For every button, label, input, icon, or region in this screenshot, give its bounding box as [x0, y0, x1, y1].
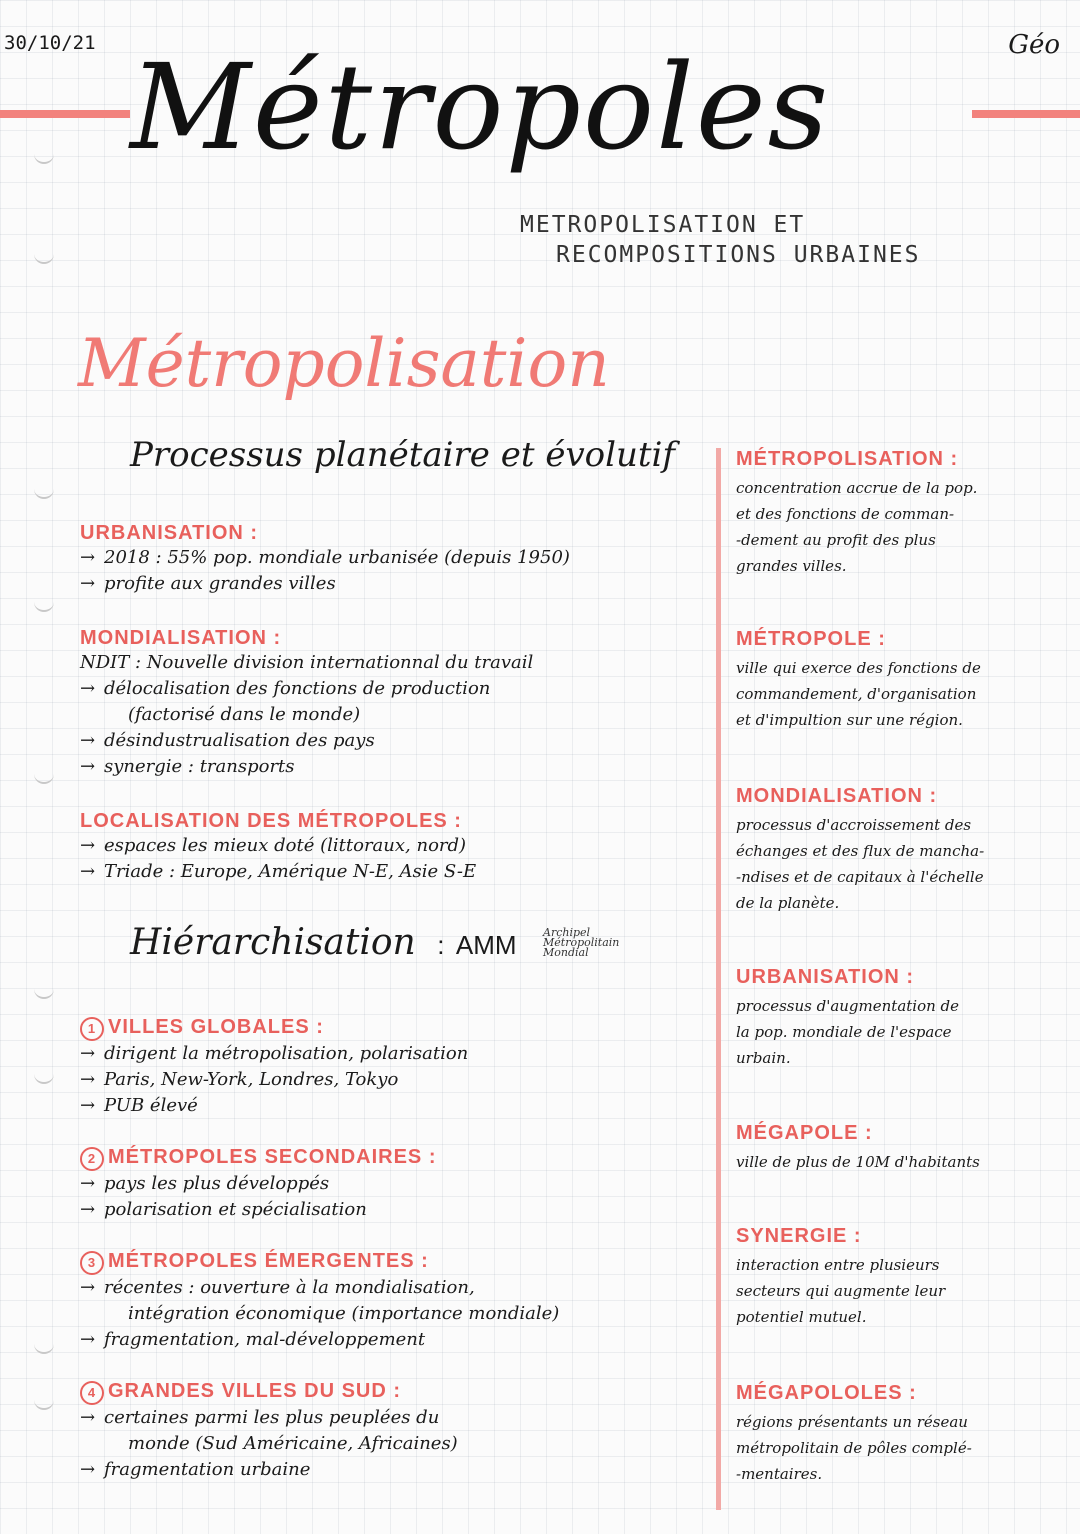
section-title: Métropolisation: [78, 325, 610, 402]
arrow-icon: →: [80, 1095, 96, 1116]
urbanisation-block: [80, 522, 700, 597]
list-item: → pays les plus développés: [80, 1171, 700, 1197]
definition-megapoloes: [736, 1382, 1071, 1487]
list-item: → certaines parmi les plus peuplées du: [80, 1405, 700, 1431]
list-item: monde (Sud Américaine, Africaines): [128, 1433, 458, 1454]
page-title: Métropoles: [130, 38, 831, 176]
arrow-icon: →: [80, 678, 96, 699]
arrow-icon: →: [80, 861, 96, 882]
list-item: → fragmentation, mal-développement: [80, 1327, 700, 1353]
list-item: → désindustrualisation des pays: [80, 728, 700, 754]
definition-line: potentiel mutuel.: [736, 1308, 867, 1326]
list-item: (factorisé dans le monde): [128, 704, 361, 725]
definition-term: MONDIALISATION :: [736, 785, 938, 807]
definition-term: MÉTROPOLISATION :: [736, 448, 959, 470]
subtitle-line-2: RECOMPOSITIONS URBAINES: [556, 242, 921, 268]
arrow-icon: →: [80, 1173, 96, 1194]
definition-mondialisation: [736, 785, 1071, 916]
number-badge: 4: [80, 1381, 104, 1405]
definition-megapole: [736, 1122, 1071, 1175]
amm-note: Archipel Métropolitain Mondial: [543, 926, 620, 959]
definition-metropolisation: [736, 448, 1071, 579]
definition-line: métropolitain de pôles complé-: [736, 1439, 972, 1457]
mondialisation-block: [80, 627, 700, 780]
villes-globales-heading: 1 VILLES GLOBALES :: [80, 1016, 700, 1041]
definition-line: ville de plus de 10M d'habitants: [736, 1153, 980, 1171]
definition-urbanisation: [736, 966, 1071, 1071]
definition-line: et des fonctions de comman-: [736, 505, 955, 523]
arrow-icon: →: [80, 1407, 96, 1428]
definition-line: grandes villes.: [736, 557, 847, 575]
definition-line: la pop. mondiale de l'espace: [736, 1023, 952, 1041]
definition-line: -ndises et de capitaux à l'échelle: [736, 868, 984, 886]
number-badge: 1: [80, 1017, 104, 1041]
title-rule-left: [0, 110, 130, 118]
localisation-block: [80, 810, 700, 885]
ndit-line: NDIT : Nouvelle division internationnal du travail: [80, 652, 534, 673]
definition-line: et d'impultion sur une région.: [736, 711, 963, 729]
number-badge: 2: [80, 1147, 104, 1171]
arrow-icon: →: [80, 756, 96, 777]
definition-line: interaction entre plusieurs: [736, 1256, 940, 1274]
list-item: → 2018 : 55% pop. mondiale urbanisée (depuis 1950): [80, 545, 700, 571]
localisation-heading: LOCALISATION DES MÉTROPOLES :: [80, 810, 462, 832]
list-item: intégration économique (importance mondiale): [128, 1303, 560, 1324]
definition-line: concentration accrue de la pop.: [736, 479, 978, 497]
urbanisation-heading: URBANISATION :: [80, 522, 259, 544]
list-item: → PUB élevé: [80, 1093, 700, 1119]
metropoles-emergentes-heading: 3 MÉTROPOLES ÉMERGENTES :: [80, 1250, 700, 1275]
list-item: → Triade : Europe, Amérique N-E, Asie S-E: [80, 859, 700, 885]
arrow-icon: →: [80, 730, 96, 751]
list-item: → polarisation et spécialisation: [80, 1197, 700, 1223]
definition-line: processus d'accroissement des: [736, 816, 972, 834]
definition-term: SYNERGIE :: [736, 1225, 862, 1247]
definition-term: MÉGAPOLE :: [736, 1122, 873, 1144]
amm-abbreviation: AMM: [455, 930, 517, 960]
grandes-villes-sud-heading: 4 GRANDES VILLES DU SUD :: [80, 1380, 700, 1405]
arrow-icon: →: [80, 835, 96, 856]
definition-line: processus d'augmentation de: [736, 997, 960, 1015]
subject-label: Géo: [1008, 30, 1060, 60]
number-badge: 3: [80, 1251, 104, 1275]
list-item: → fragmentation urbaine: [80, 1457, 700, 1483]
definition-line: urbain.: [736, 1049, 791, 1067]
definition-metropole: [736, 628, 1071, 733]
villes-globales-block: [80, 1016, 700, 1119]
definition-line: régions présentants un réseau: [736, 1413, 968, 1431]
arrow-icon: →: [80, 1277, 96, 1298]
definition-line: de la planète.: [736, 894, 840, 912]
definition-term: MÉTROPOLE :: [736, 628, 886, 650]
definition-line: commandement, d'organisation: [736, 685, 977, 703]
page-subtitle: [520, 210, 960, 270]
hierarchisation-title: Hiérarchisation : AMM: [130, 922, 517, 963]
definition-term: URBANISATION :: [736, 966, 915, 988]
list-item: → récentes : ouverture à la mondialisation,: [80, 1275, 700, 1301]
definition-term: MÉGAPOLOLES :: [736, 1382, 917, 1404]
date: 30/10/21: [4, 32, 96, 54]
mondialisation-heading: MONDIALISATION :: [80, 627, 282, 649]
arrow-icon: →: [80, 547, 96, 568]
list-item: → Paris, New-York, Londres, Tokyo: [80, 1067, 700, 1093]
list-item: → espaces les mieux doté (littoraux, nord): [80, 833, 700, 859]
arrow-icon: →: [80, 1043, 96, 1064]
definition-line: ville qui exerce des fonctions de: [736, 659, 981, 677]
subtitle-line-1: METROPOLISATION ET: [520, 212, 806, 238]
process-subtitle: Processus planétaire et évolutif: [130, 435, 676, 475]
list-item: → dirigent la métropolisation, polarisation: [80, 1041, 700, 1067]
metropoles-secondaires-heading: 2 MÉTROPOLES SECONDAIRES :: [80, 1146, 700, 1171]
definition-line: secteurs qui augmente leur: [736, 1282, 946, 1300]
definition-line: -dement au profit des plus: [736, 531, 936, 549]
definition-synergie: [736, 1225, 1071, 1330]
list-item: → délocalisation des fonctions de production: [80, 676, 700, 702]
definition-line: échanges et des flux de mancha-: [736, 842, 985, 860]
title-rule-right: [972, 110, 1080, 118]
metropoles-secondaires-block: [80, 1146, 700, 1223]
arrow-icon: →: [80, 573, 96, 594]
grandes-villes-sud-block: [80, 1380, 700, 1483]
arrow-icon: →: [80, 1459, 96, 1480]
definition-line: -mentaires.: [736, 1465, 823, 1483]
arrow-icon: →: [80, 1069, 96, 1090]
list-item: → synergie : transports: [80, 754, 700, 780]
metropoles-emergentes-block: [80, 1250, 700, 1353]
list-item: → profite aux grandes villes: [80, 571, 700, 597]
arrow-icon: →: [80, 1199, 96, 1220]
arrow-icon: →: [80, 1329, 96, 1350]
column-divider: [716, 448, 721, 1510]
